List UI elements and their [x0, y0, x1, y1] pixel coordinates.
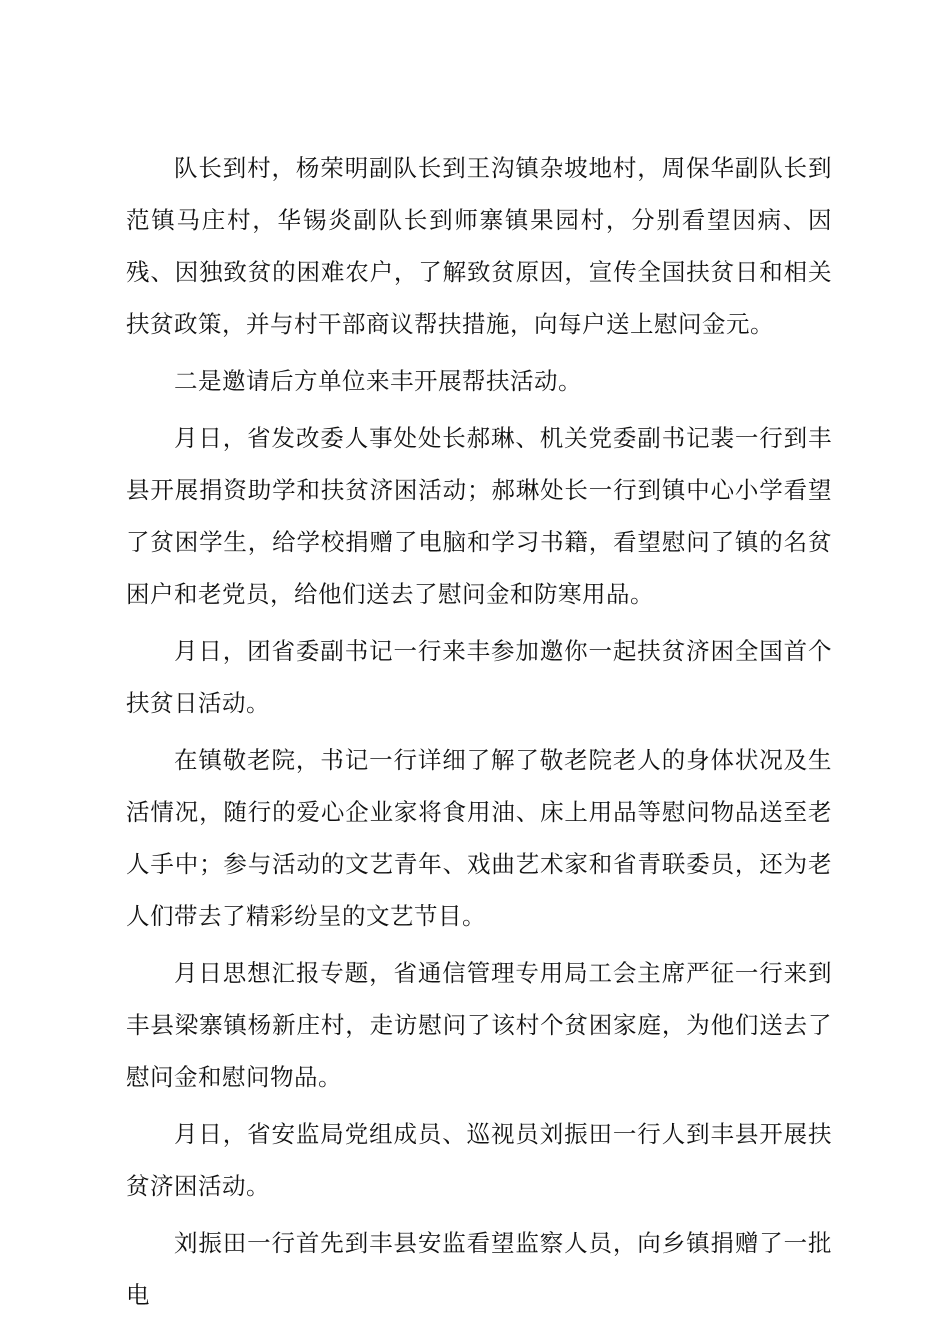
paragraph-7: 月日，省安监局党组成员、巡视员刘振田一行人到丰县开展扶贫济困活动。 [126, 1120, 832, 1200]
paragraph-8: 刘振田一行首先到丰县安监看望监察人员，向乡镇捐赠了一批电 [126, 1229, 832, 1309]
document-body [126, 142, 832, 1326]
paragraph-1: 队长到村，杨荣明副队长到王沟镇杂坡地村，周保华副队长到范镇马庄村，华锡炎副队长到师寨镇果园村，分别看望因病、因残、因独致贫的困难农户，了解致贫原因，宣传全国扶贫日和相关扶贫政策，并与村干部商议帮扶措施，向每户送上慰问金元。 [126, 154, 832, 338]
paragraph-6: 月日思想汇报专题，省通信管理专用局工会主席严征一行来到丰县梁寨镇杨新庄村，走访慰问了该村个贫困家庭，为他们送去了慰问金和慰问物品。 [126, 959, 832, 1091]
paragraph-5: 在镇敬老院，书记一行详细了解了敬老院老人的身体状况及生活情况，随行的爱心企业家将食用油、床上用品等慰问物品送至老人手中；参与活动的文艺青年、戏曲艺术家和省青联委员，还为老人们带去了精彩纷呈的文艺节目。 [126, 746, 832, 930]
paragraph-3: 月日，省发改委人事处处长郝琳、机关党委副书记裴一行到丰县开展捐资助学和扶贫济困活动；郝琳处长一行到镇中心小学看望了贫困学生，给学校捐赠了电脑和学习书籍，看望慰问了镇的名贫困户和老党员，给他们送去了慰问金和防寒用品。 [126, 424, 832, 608]
paragraph-2: 二是邀请后方单位来丰开展帮扶活动。 [174, 367, 582, 395]
paragraph-4: 月日，团省委副书记一行来丰参加邀你一起扶贫济困全国首个扶贫日活动。 [126, 637, 832, 717]
